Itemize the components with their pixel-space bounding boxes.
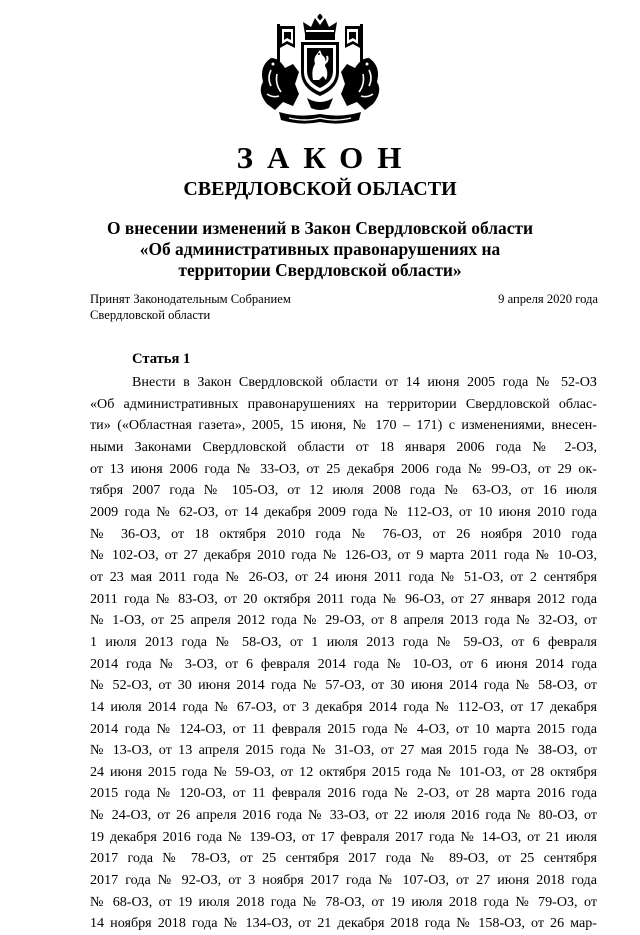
article-text-line: № 68-ОЗ, от 19 июля 2018 года № 78-ОЗ, от 19 июля 2018 года № 79-ОЗ, от xyxy=(90,893,597,910)
adopted-by-line: Принят Законодательным Собранием xyxy=(90,292,291,306)
law-region: СВЕРДЛОВСКОЙ ОБЛАСТИ xyxy=(183,178,457,200)
article-text-line: № 36-ОЗ, от 18 октября 2010 года № 76-ОЗ, от 26 ноября 2010 года xyxy=(90,525,597,542)
adoption-date: 9 апреля 2020 года xyxy=(498,292,598,306)
article-text-line: 24 июня 2015 года № 59-ОЗ, от 12 октября 2015 года № 101-ОЗ, от 28 октября xyxy=(90,763,597,780)
article-text-line: № 13-ОЗ, от 13 апреля 2015 года № 31-ОЗ, от 27 мая 2015 года № 38-ОЗ, от xyxy=(90,742,597,759)
article-text-line: 2011 года № 83-ОЗ, от 20 октября 2011 года № 96-ОЗ, от 27 января 2012 года xyxy=(90,590,597,607)
article-text-line: ти» («Областная газета», 2005, 15 июня, № 170 – 171) с изменениями, внесен- xyxy=(90,417,597,434)
law-subject xyxy=(0,218,640,281)
article-text-line: 14 ноября 2018 года № 134-ОЗ, от 21 декабря 2018 года № 158-ОЗ, от 26 мар- xyxy=(90,915,597,932)
law-title: ЗАКОН xyxy=(236,140,416,175)
article-text-line: Внести в Закон Свердловской области от 14 июня 2005 года № 52-ОЗ xyxy=(132,374,597,390)
article-text-line: 2017 года № 78-ОЗ, от 25 сентября 2017 года № 89-ОЗ, от 25 сентября xyxy=(90,850,597,867)
article-text-line: 2014 года № 3-ОЗ, от 6 февраля 2014 года № 10-ОЗ, от 6 июня 2014 года xyxy=(90,655,597,672)
article-text-line: «Об административных правонарушениях на территории Свердловской облас- xyxy=(90,395,597,412)
article-text-line: 2017 года № 92-ОЗ, от 3 ноября 2017 года № 107-ОЗ, от 27 июня 2018 года xyxy=(90,872,597,889)
article-text-line: от 23 мая 2011 года № 26-ОЗ, от 24 июня 2011 года № 51-ОЗ, от 2 сентября xyxy=(90,568,597,585)
adopted-by-line: Свердловской области xyxy=(90,308,211,322)
article-text-line: 1 июля 2013 года № 58-ОЗ, от 1 июля 2013 года № 59-ОЗ, от 6 февраля xyxy=(90,633,597,650)
article-text-line: № 24-ОЗ, от 26 апреля 2016 года № 33-ОЗ, от 22 июля 2016 года № 80-ОЗ, от xyxy=(90,807,597,824)
sverdlovsk-coat-of-arms-icon xyxy=(249,14,391,130)
article-text-line: ными Законами Свердловской области от 18 января 2006 года № 2-ОЗ, xyxy=(90,438,597,455)
article-text-line: от 13 июня 2006 года № 33-ОЗ, от 25 декабря 2006 года № 99-ОЗ, от 29 ок- xyxy=(90,460,597,477)
subtitle-line: территории Свердловской области» xyxy=(178,260,462,280)
subtitle-line: О внесении изменений в Закон Свердловской области xyxy=(106,218,533,238)
article-text-line: № 1-ОЗ, от 25 апреля 2012 года № 29-ОЗ, от 8 апреля 2013 года № 32-ОЗ, от xyxy=(90,612,597,629)
subtitle-line: «Об административных правонарушениях на xyxy=(139,239,501,259)
article-text-line: 2009 года № 62-ОЗ, от 14 декабря 2009 года № 112-ОЗ, от 10 июня 2010 года xyxy=(90,503,597,520)
article-text-line: 2015 года № 120-ОЗ, от 11 февраля 2016 года № 2-ОЗ, от 28 марта 2016 года xyxy=(90,785,597,802)
article-text-line: 14 июля 2014 года № 67-ОЗ, от 3 декабря 2014 года № 112-ОЗ, от 17 декабря xyxy=(90,698,597,715)
article-text-line: № 102-ОЗ, от 27 декабря 2010 года № 126-ОЗ, от 9 марта 2011 года № 10-ОЗ, xyxy=(90,547,597,564)
article-text-line: тября 2007 года № 105-ОЗ, от 12 июля 2008 года № 63-ОЗ, от 16 июля xyxy=(90,482,597,499)
article-heading: Статья 1 xyxy=(132,351,191,367)
adopted-by xyxy=(90,291,291,323)
article-text xyxy=(90,372,597,935)
article-text-line: 19 декабря 2016 года № 139-ОЗ, от 17 февраля 2017 года № 14-ОЗ, от 21 июля xyxy=(90,828,597,845)
article-text-line: 2014 года № 124-ОЗ, от 11 февраля 2015 года № 4-ОЗ, от 10 марта 2015 года xyxy=(90,720,597,737)
article-text-line: № 52-ОЗ, от 30 июня 2014 года № 57-ОЗ, от 30 июня 2014 года № 58-ОЗ, от xyxy=(90,677,597,694)
